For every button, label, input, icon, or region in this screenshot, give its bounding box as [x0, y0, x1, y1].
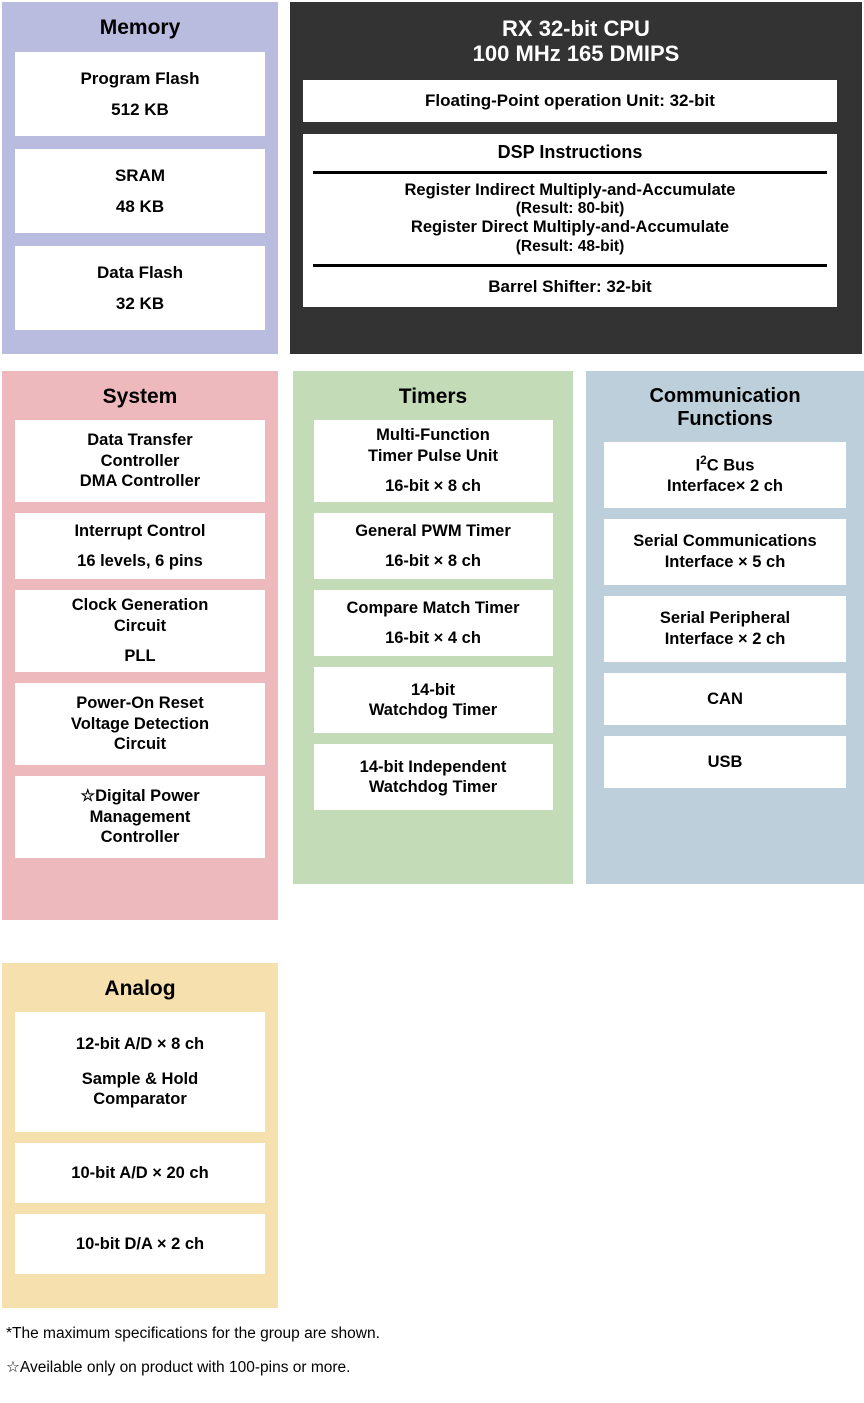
- timers-wdt-line-1: 14-bit: [410, 680, 455, 699]
- system-dpm-line-1: ☆Digital Power: [80, 787, 200, 806]
- i2c-suffix: C Bus: [706, 456, 755, 475]
- communication-card-can: [604, 673, 846, 725]
- system-block: [2, 371, 278, 920]
- system-block-title: System: [102, 385, 178, 408]
- memory-data-flash-name: Data Flash: [97, 262, 183, 282]
- communication-title-line-1: Communication: [649, 385, 801, 407]
- analog-block-title: Analog: [104, 977, 176, 1000]
- timers-wdt-line-2: Watchdog Timer: [368, 701, 498, 720]
- communication-block-title: [599, 385, 851, 431]
- timers-card-watchdog: [314, 667, 553, 733]
- timers-cmt-line-2: 16-bit × 4 ch: [385, 629, 481, 648]
- timers-gpt-line-2: 16-bit × 8 ch: [385, 552, 481, 571]
- footnotes: [6, 1326, 846, 1393]
- dsp-mac-direct-result: (Result: 48-bit): [515, 237, 625, 255]
- memory-program-flash-name: Program Flash: [80, 68, 200, 88]
- system-card-clock-generation: [15, 590, 265, 672]
- system-card-digital-power-management: [15, 776, 265, 858]
- system-clock-line-1: Clock Generation: [71, 596, 209, 615]
- timers-block-title: Timers: [398, 385, 468, 408]
- timers-block: [293, 371, 573, 884]
- system-interrupt-line-2: 16 levels, 6 pins: [77, 552, 203, 571]
- communication-card-i2c: [604, 442, 846, 508]
- communication-usb-label: USB: [707, 752, 743, 771]
- system-card-power-on-reset: [15, 683, 265, 765]
- timers-mtu-line-2: Timer Pulse Unit: [368, 446, 498, 465]
- memory-sram-name: SRAM: [114, 165, 166, 185]
- memory-block: [2, 2, 278, 354]
- dsp-mac-indirect: Register Indirect Multiply-and-Accumulate: [404, 180, 736, 199]
- timers-cmt-line-1: Compare Match Timer: [346, 598, 520, 617]
- timers-card-general-pwm: [314, 513, 553, 579]
- system-por-line-2: Voltage Detection: [70, 714, 210, 733]
- cpu-title-line-1: RX 32-bit CPU: [502, 16, 650, 41]
- system-dtc-line-3: DMA Controller: [79, 472, 201, 491]
- cpu-card-dsp: [303, 134, 837, 308]
- memory-block-title: Memory: [99, 16, 181, 39]
- cpu-block: [290, 2, 862, 354]
- communication-card-sci: [604, 519, 846, 585]
- system-dpm-line-2: Management: [89, 807, 191, 826]
- communication-card-usb: [604, 736, 846, 788]
- analog-card-12bit-ad: [15, 1012, 265, 1132]
- communication-i2c-line-1: [696, 453, 755, 476]
- cpu-title-line-2: 100 MHz 165 DMIPS: [472, 41, 680, 67]
- memory-card-sram: [15, 149, 265, 233]
- memory-program-flash-size: 512 KB: [111, 100, 169, 120]
- system-dpm-line-3: Controller: [100, 828, 180, 847]
- memory-card-data-flash: [15, 246, 265, 330]
- communication-sci-line-1: Serial Communications: [633, 532, 817, 551]
- system-por-line-3: Circuit: [113, 735, 167, 754]
- analog-card-10bit-da: [15, 1214, 265, 1274]
- analog-card-10bit-ad: [15, 1143, 265, 1203]
- cpu-block-title: [303, 16, 849, 67]
- communication-block: [586, 371, 864, 884]
- system-clock-pll: PLL: [124, 647, 156, 666]
- timers-gpt-line-1: General PWM Timer: [355, 521, 511, 540]
- timers-iwdt-line-2: Watchdog Timer: [368, 778, 498, 797]
- analog-block: [2, 963, 278, 1308]
- system-card-interrupt-control: [15, 513, 265, 579]
- dsp-instructions-body: [303, 174, 837, 265]
- memory-sram-size: 48 KB: [115, 197, 165, 217]
- i2c-superscript: 2: [700, 453, 707, 468]
- timers-iwdt-line-1: 14-bit Independent: [359, 757, 507, 776]
- dsp-instructions-title: DSP Instructions: [497, 141, 643, 162]
- timers-card-compare-match: [314, 590, 553, 656]
- system-por-line-1: Power-On Reset: [76, 694, 204, 713]
- system-dtc-line-2: Controller: [100, 451, 180, 470]
- dsp-mac-direct: Register Direct Multiply-and-Accumulate: [410, 218, 730, 237]
- system-interrupt-line-1: Interrupt Control: [74, 521, 206, 540]
- timers-mtu-line-3: 16-bit × 8 ch: [385, 477, 481, 496]
- analog-12bit-ad-label: 12-bit A/D × 8 ch: [75, 1035, 205, 1054]
- timers-card-independent-watchdog: [314, 744, 553, 810]
- system-card-data-transfer-controller: [15, 420, 265, 502]
- footnote-pin-availability: ☆Aveilable only on product with 100-pins or more.: [6, 1358, 351, 1376]
- communication-spi-line-1: Serial Peripheral: [659, 609, 791, 628]
- memory-data-flash-size: 32 KB: [115, 294, 165, 314]
- analog-sample-hold-label: Sample & Hold: [81, 1069, 199, 1088]
- analog-10bit-da-label: 10-bit D/A × 2 ch: [75, 1234, 205, 1253]
- i2c-prefix: I: [695, 456, 701, 475]
- barrel-shifter-label: Barrel Shifter: 32-bit: [488, 277, 652, 297]
- dsp-mac-indirect-result: (Result: 80-bit): [515, 200, 625, 218]
- communication-can-label: CAN: [707, 689, 743, 708]
- communication-title-line-2: Functions: [677, 408, 773, 430]
- communication-sci-line-2: Interface × 5 ch: [664, 553, 786, 571]
- memory-card-program-flash: [15, 52, 265, 136]
- communication-i2c-line-2: Interface× 2 ch: [666, 477, 783, 496]
- communication-card-spi: [604, 596, 846, 662]
- analog-10bit-ad-label: 10-bit A/D × 20 ch: [71, 1163, 209, 1182]
- analog-comparator-label: Comparator: [93, 1090, 187, 1109]
- timers-mtu-line-1: Multi-Function: [376, 426, 490, 445]
- timers-card-mtu: [314, 420, 553, 502]
- footnote-max-specifications: *The maximum specifications for the group are shown.: [6, 1325, 380, 1342]
- system-dtc-line-1: Data Transfer: [87, 431, 193, 450]
- communication-spi-line-2: Interface × 2 ch: [664, 630, 786, 648]
- cpu-card-fpu: Floating-Point operation Unit: 32-bit: [303, 80, 837, 122]
- system-clock-line-2: Circuit: [113, 616, 167, 635]
